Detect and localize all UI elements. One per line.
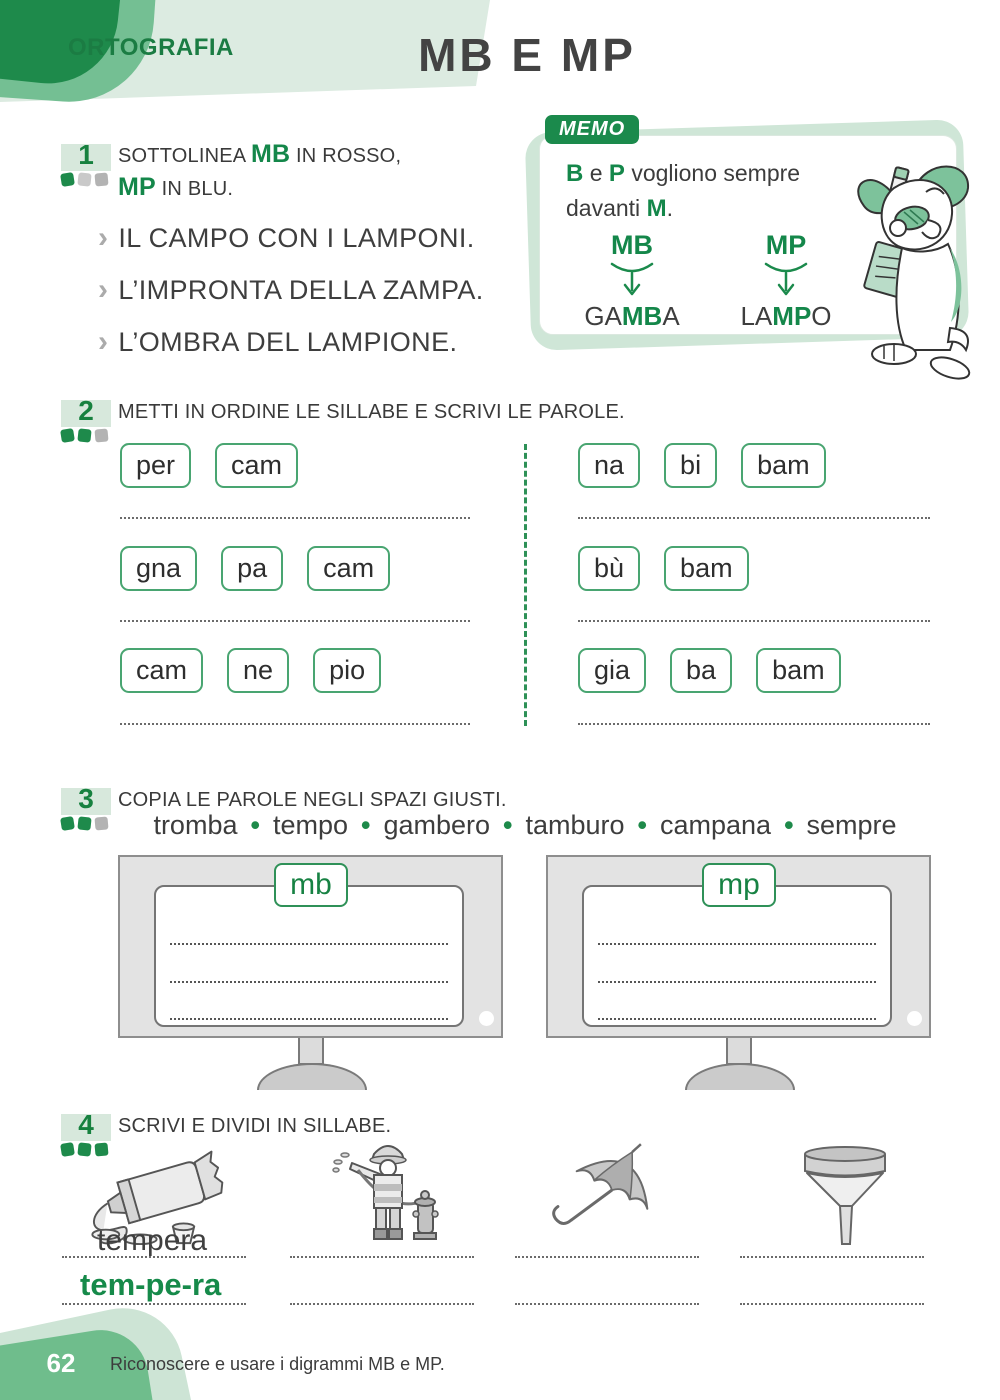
syllable-row — [120, 648, 381, 693]
syllable-row — [120, 443, 298, 488]
answer-line[interactable] — [598, 937, 876, 945]
exercise3-number: 3 — [78, 783, 94, 814]
syllable-chip: bi — [664, 443, 717, 488]
syllable-chip: bam — [664, 546, 749, 591]
word: tamburo — [525, 810, 625, 840]
monitor-stand-neck — [726, 1038, 752, 1065]
memo-arrow-icon — [609, 261, 655, 299]
letter-m: M — [646, 195, 667, 222]
monitor-label-mb: mb — [274, 863, 348, 907]
answer-line[interactable] — [120, 511, 470, 519]
syllable-chip: ba — [670, 648, 732, 693]
example-answer-word: tempera — [97, 1224, 208, 1257]
digraph-mp: MP — [118, 173, 156, 201]
memo-rule-text — [566, 156, 800, 226]
word: sempre — [806, 810, 897, 840]
answer-line[interactable] — [290, 1297, 474, 1305]
monitor-stand-base — [685, 1063, 795, 1090]
chevron-icon: › — [98, 325, 109, 358]
syllable-chip: gna — [120, 546, 197, 591]
rule-text: davanti — [566, 195, 641, 221]
answer-line[interactable] — [598, 975, 876, 983]
column-divider — [524, 444, 527, 726]
difficulty-dot — [60, 428, 75, 443]
answer-line[interactable] — [740, 1250, 924, 1258]
funnel-icon — [795, 1142, 895, 1250]
footer-objective-text: Riconoscere e usare i digrammi MB e MP. — [110, 1354, 445, 1374]
digraph-mp: MP — [765, 230, 807, 260]
page-title: MB E MP — [418, 29, 636, 81]
bullet-separator: • — [637, 810, 647, 840]
rule-text: vogliono sempre — [631, 160, 801, 186]
syllable-chip: pa — [221, 546, 283, 591]
difficulty-dot — [60, 172, 75, 187]
syllable-row — [578, 648, 841, 693]
memo-example-mp — [726, 230, 846, 332]
syllable-row — [578, 443, 826, 488]
example-word: LAMPO — [740, 301, 832, 331]
bullet-separator: • — [503, 810, 513, 840]
syllable-chip: per — [120, 443, 191, 488]
word-list — [120, 810, 930, 841]
exercise2-instruction: METTI IN ORDINE LE SILLABE E SCRIVI LE PAROLE. — [118, 401, 625, 423]
instruction-text: IN ROSSO, — [296, 145, 402, 167]
instruction-text: IN BLU. — [161, 178, 234, 200]
sentence-text: L’OMBRA DEL LAMPIONE. — [118, 326, 458, 357]
answer-line[interactable] — [170, 975, 448, 983]
memo-label: MEMO — [545, 115, 639, 144]
exercise2-difficulty-dots — [61, 429, 108, 442]
difficulty-dot — [77, 816, 91, 830]
word: gambero — [383, 810, 491, 840]
example-word: GAMBA — [584, 301, 680, 331]
firefighter-icon — [330, 1140, 450, 1250]
exercise1-sentences — [98, 212, 484, 368]
syllable-chip: gia — [578, 648, 646, 693]
answer-line[interactable] — [170, 937, 448, 945]
syllable-chip: bam — [741, 443, 826, 488]
monitor-mb — [118, 855, 503, 1090]
word: tromba — [153, 810, 238, 840]
monitor-power-light — [907, 1011, 922, 1026]
sentence-row — [98, 212, 484, 264]
letter-b: B — [566, 160, 584, 187]
syllable-chip: cam — [307, 546, 390, 591]
rule-text: e — [589, 160, 603, 186]
instruction-text: SOTTOLINEA — [118, 145, 246, 167]
answer-line[interactable] — [170, 1012, 448, 1020]
answer-line[interactable] — [740, 1297, 924, 1305]
difficulty-dot — [60, 816, 75, 831]
monitor-stand-neck — [298, 1038, 324, 1065]
bullet-separator: • — [784, 810, 794, 840]
exercise4-instruction: SCRIVI E DIVIDI IN SILLABE. — [118, 1115, 392, 1137]
exercise1-difficulty-dots — [61, 173, 108, 186]
sentence-text: L’IMPRONTA DELLA ZAMPA. — [118, 274, 484, 305]
answer-line[interactable] — [598, 1012, 876, 1020]
difficulty-dot — [77, 172, 91, 186]
sentence-text: IL CAMPO CON I LAMPONI. — [118, 222, 475, 253]
answer-line[interactable] — [578, 511, 930, 519]
word: campana — [659, 810, 772, 840]
mascot-dog-icon — [838, 156, 996, 384]
syllable-chip: cam — [120, 648, 203, 693]
syllable-chip: bù — [578, 546, 640, 591]
syllable-chip: na — [578, 443, 640, 488]
umbrella-icon — [548, 1138, 676, 1252]
answer-line[interactable] — [62, 1250, 246, 1258]
rule-text: . — [666, 195, 673, 221]
answer-line[interactable] — [578, 614, 930, 622]
difficulty-dot — [94, 172, 108, 186]
exercise4-number: 4 — [78, 1109, 94, 1140]
exercise3-difficulty-dots — [61, 817, 108, 830]
answer-line[interactable] — [515, 1250, 699, 1258]
answer-line[interactable] — [62, 1297, 246, 1305]
chevron-icon: › — [98, 273, 109, 306]
bullet-separator: • — [250, 810, 260, 840]
syllable-row — [120, 546, 390, 591]
letter-p: P — [608, 160, 625, 187]
exercise3-instruction: COPIA LE PAROLE NEGLI SPAZI GIUSTI. — [118, 789, 507, 811]
chevron-icon: › — [98, 221, 109, 254]
answer-line[interactable] — [515, 1297, 699, 1305]
monitor-power-light — [479, 1011, 494, 1026]
syllable-chip: pio — [313, 648, 381, 693]
exercise1-number: 1 — [78, 139, 94, 170]
answer-line[interactable] — [120, 614, 470, 622]
syllable-chip: ne — [227, 648, 289, 693]
exercise2-number: 2 — [78, 395, 94, 426]
digraph-mb: MB — [611, 230, 653, 260]
memo-example-mb — [572, 230, 692, 332]
sentence-row — [98, 264, 484, 316]
monitor-stand-base — [257, 1063, 367, 1090]
page-number: 62 — [46, 1348, 76, 1378]
answer-line[interactable] — [120, 717, 470, 725]
answer-line[interactable] — [578, 717, 930, 725]
syllable-chip: bam — [756, 648, 841, 693]
difficulty-dot — [94, 428, 108, 442]
monitor-label-mp: mp — [702, 863, 776, 907]
syllable-row — [578, 546, 749, 591]
word: tempo — [272, 810, 348, 840]
difficulty-dot — [60, 1142, 75, 1157]
exercise1-instruction — [118, 139, 498, 205]
memo-arrow-icon — [763, 261, 809, 299]
example-answer-syllables: tem-pe-ra — [80, 1267, 222, 1302]
difficulty-dot — [94, 816, 108, 830]
monitor-mp — [546, 855, 931, 1090]
sentence-row — [98, 316, 484, 368]
section-label: ORTOGRAFIA — [68, 34, 234, 61]
bullet-separator: • — [360, 810, 371, 840]
difficulty-dot — [77, 428, 91, 442]
answer-line[interactable] — [290, 1250, 474, 1258]
digraph-mb: MB — [251, 140, 291, 168]
syllable-chip: cam — [215, 443, 298, 488]
